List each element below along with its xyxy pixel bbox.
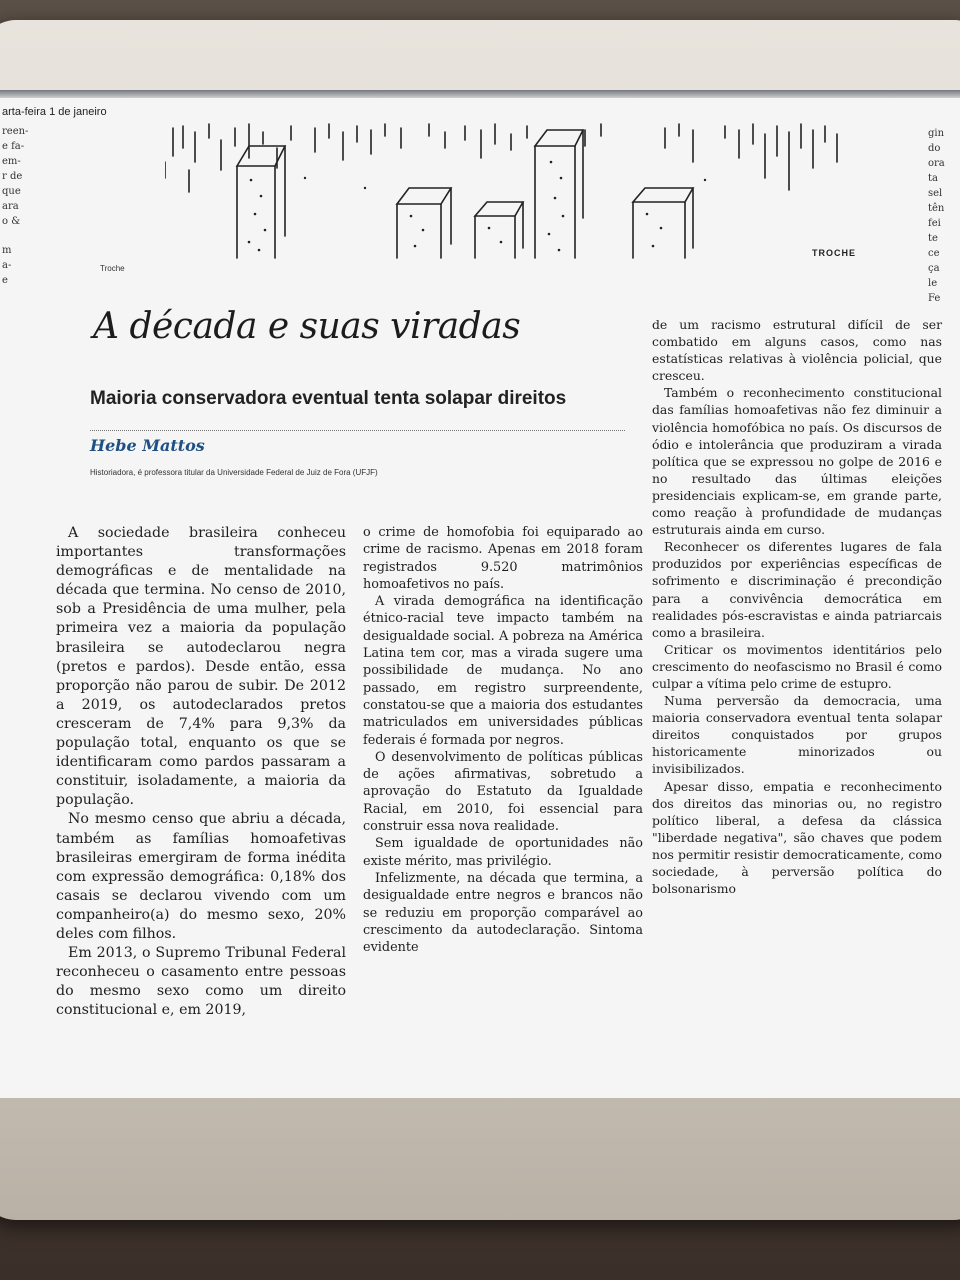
- text-fragment: do: [928, 143, 941, 154]
- illustration-signature: TROCHE: [812, 248, 856, 258]
- text-fragment: e fa-: [2, 141, 25, 152]
- text-fragment: a-: [2, 260, 12, 271]
- paragraph: O desenvolvimento de políticas públicas de ações afirmativas, sobretudo a aprovação do Estatuto da Igualdade Racial, em 2010, foi essencial para construir essa nova realidade.: [363, 749, 643, 835]
- illustration-credit: Troche: [100, 264, 125, 273]
- paragraph: Apesar disso, empatia e reconhecimento dos direitos das minorias ou, no registro político liberal, a defesa da clássica "liberdade negativa", são chaves que podem nos permitir resistir democraticamente, como sociedade, à perversão política do bolsonarismo: [652, 778, 942, 897]
- article-headline: A década e suas viradas: [93, 306, 521, 347]
- article-column-1: [56, 524, 346, 1020]
- text-fragment: gin: [928, 128, 945, 139]
- text-fragment: reen-: [2, 126, 29, 137]
- text-fragment: fei: [928, 218, 941, 229]
- paragraph: Numa perversão da democracia, uma maioria conservadora eventual tenta solapar direitos conquistados por grupos historicamente minorizados ou invisibilizados.: [652, 693, 942, 777]
- text-fragment: ara: [2, 201, 19, 212]
- text-fragment: ça: [928, 263, 940, 274]
- article-subhead: Maioria conservadora eventual tenta solapar direitos: [90, 388, 567, 409]
- article-column-2: [363, 524, 643, 956]
- page-date: arta-feira 1 de janeiro: [2, 106, 107, 118]
- byline-divider: [90, 430, 625, 431]
- paragraph: No mesmo censo que abriu a década, também as famílias homoafetivas brasileiras emergiram de forma inédita com expressão demográfica: 0,18% dos casais se declarou vivendo com um companheiro(a) do mesmo sexo, 20% deles com filhos.: [56, 811, 346, 942]
- text-fragment: ora: [928, 158, 945, 169]
- paragraph: Criticar os movimentos identitários pelo crescimento do neofascismo no Brasil é como culpar a vítima pelo crime de estupro.: [652, 641, 942, 691]
- paragraph: Sem igualdade de oportunidades não existe mérito, mas privilégio.: [363, 836, 643, 869]
- author-bio: Historiadora, é professora titular da Universidade Federal de Juiz de Fora (UFJF): [90, 468, 378, 477]
- text-fragment: m: [2, 245, 12, 256]
- text-fragment: tên: [928, 203, 945, 214]
- text-fragment: em-: [2, 156, 21, 167]
- text-fragment: le: [928, 278, 938, 289]
- paragraph: A sociedade brasileira conheceu importantes transformações demográficas e de mentalidade na década que termina. No censo de 2010, sob a Presidência de uma mulher, pela primeira vez a maioria da população brasileira se autodeclarou negra (pretos e pardos). Desde então, essa proporção não parou de subir. De 2012 a 2019, os autodeclarados pretos cresceram de 7,4% para 9,3% da população total, enquanto os que se identificaram como pardos passaram a constituir, isoladamente, a maioria da população.: [56, 525, 346, 809]
- newspaper-screen[interactable]: [0, 98, 960, 1098]
- paragraph: Reconhecer os diferentes lugares de fala produzidos por experiências específicas de sofrimento e discriminação é precondição para a convivência democrática em realidades pós-escravistas e ainda patriarcais como a brasileira.: [652, 539, 942, 640]
- paragraph: Infelizmente, na década que termina, a desigualdade entre negros e brancos não se reduziu em proporção comparável ao crescimento da autodeclaração. Sintoma evidente: [363, 870, 643, 956]
- previous-page-fragments: [2, 124, 42, 288]
- paragraph: Em 2013, o Supremo Tribunal Federal reconheceu o casamento entre pessoas do mesmo sexo como um direito constitucional e, em 2019,: [56, 945, 346, 1019]
- text-fragment: que: [2, 186, 21, 197]
- author-name: Hebe Mattos: [90, 436, 205, 455]
- next-page-fragments: [928, 126, 960, 306]
- text-fragment: ta: [928, 173, 938, 184]
- text-fragment: ce: [928, 248, 940, 259]
- text-fragment: sel: [928, 188, 943, 199]
- article-column-3: [652, 316, 942, 897]
- previous-page-strip: [0, 98, 107, 398]
- paragraph: de um racismo estrutural difícil de ser combatido em alguns casos, como nas estatísticas relativas à violência policial, que cresceu.: [652, 317, 942, 384]
- text-fragment: Fe: [928, 293, 941, 304]
- text-fragment: e: [2, 275, 8, 286]
- paragraph: o crime de homofobia foi equiparado ao crime de racismo. Apenas em 2018 foram registrados 9.520 matrimônios homoafetivos no país.: [363, 525, 643, 592]
- text-fragment: te: [928, 233, 938, 244]
- paragraph: A virada demográfica na identificação étnico-racial teve impacto também na desigualdade social. A pobreza na América Latina tem cor, mas a virada sugere uma possibilidade de mudança. No ano passado, em registro surpreendente, constatou-se que a maioria dos estudantes matriculados em universidades públicas federais é formada por negros.: [363, 594, 643, 748]
- text-fragment: o &: [2, 216, 21, 227]
- text-fragment: r de: [2, 171, 23, 182]
- paragraph: Também o reconhecimento constitucional das famílias homoafetivas não fez diminuir a violência homofóbica no país. Os discursos de ódio e intolerância que produziram a virada política que se expressou no golpe de 2016 e no resultado das últimas eleições presidenciais explicam-se, em grande parte, como reação à profundidade de mudanças estruturais ainda em curso.: [652, 385, 942, 538]
- building-sketch-illustration: [165, 118, 885, 268]
